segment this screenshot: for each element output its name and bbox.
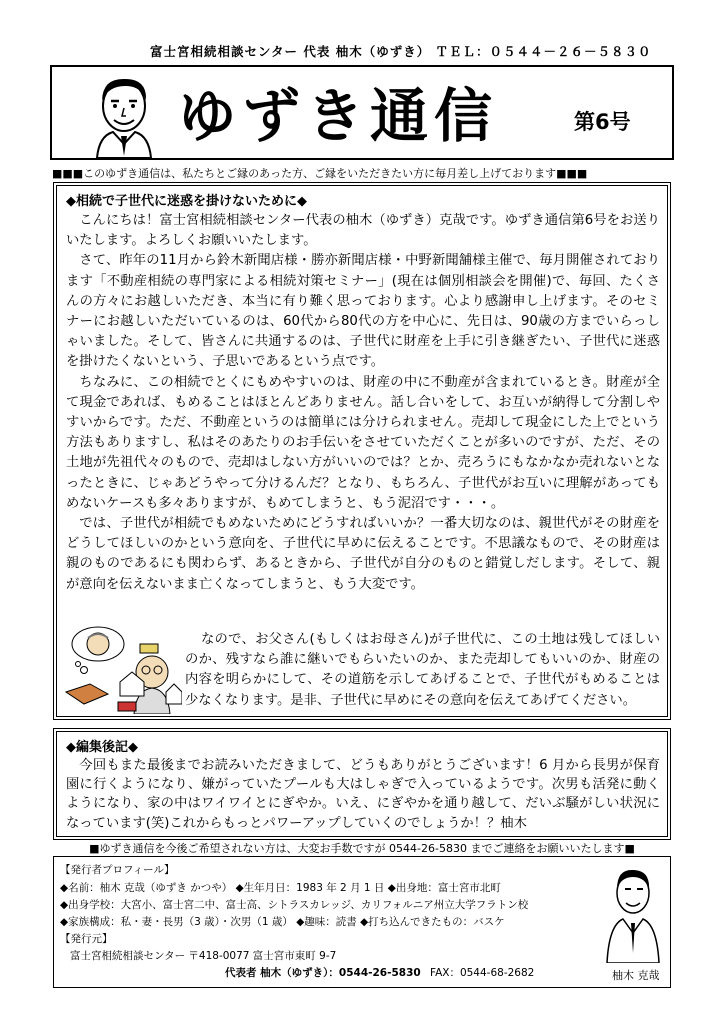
article-closing-paragraph — [185, 630, 660, 711]
postscript-text: 今回もまた最後までお読みいただきまして、どうもありがとうございます！6 月から長男が保育園に行くようになり、嫌がっていたプールも大はしゃぎで入っているようです。次男も活発に動くようになり、家の中はワイワイとにぎやか。いえ、にぎやかを通り越して、だいぶ騒がしい状況になっています(笑)これからもっとパワーアップしていくのでしょうか！？柚木 — [66, 758, 660, 831]
article-heading: ◆相続で子世代に迷惑を掛けないために◆ — [66, 194, 307, 209]
postscript-body — [66, 756, 660, 833]
article-paragraph: では、子世代が相続でもめないためにどうすればいいか？一番大切なのは、親世代がその財産をどうしてほしいのかという意向を、子世代に早めに伝えることです。不思議なもので、その財産は親のものであるにも関わらず、あるときから、子世代が自分のものと錯覚しだします。そして、親が意向を伝えないまま亡くなってしまうと、もう大変です。 — [66, 516, 660, 592]
unsubscribe-note: ■ゆずき通信を今後ご希望されない方は、大変お手数ですが 0544-26-5830 までご連絡をお願いいたします■ — [89, 842, 635, 855]
article-body — [66, 211, 660, 595]
postscript-heading: ◆編集後記◆ — [66, 740, 138, 755]
publisher-address: 富士宮相続相談センター 〒418-0077 富士宮市東町 9-7 — [70, 950, 337, 962]
profile-title: 【発行者プロフィール】 — [60, 864, 175, 876]
portrait-illustration — [85, 70, 163, 158]
profile-line: ◆名前：柚木 克哉（ゆずき かつや） ◆生年月日：1983 年 2 月 1 日 ◆出身地：富士宮市北町 — [60, 882, 501, 894]
profile-line: ◆出身学校：大宮小、富士宮二中、富士高、シトラスカレッジ、カリフォルニア州立大学フラトン校 — [60, 899, 529, 911]
article-paragraph: さて、昨年の11月から鈴木新聞店様・勝亦新聞店様・中野新聞舗様主催で、毎月開催されております「不動産相続の専門家による相続対策セミナー」(現在は個別相談会を開催)で、毎回、たくさんの方々にお越しいただき、本当に有り難く思っております。心より感謝申し上げます。そのセミナーにお越しいただいているのは、60代から80代の方を中心に、先日は、90歳の方までいらっしゃいました。そして、皆さんに共通するのは、子世代に財産を上手に引き継ぎたい、子世代に迷惑を掛けたくないという、子思いであるという点です。 — [66, 253, 660, 370]
publisher-title: 【発行元】 — [60, 933, 113, 945]
article-paragraph: ちなみに、この相続でとくにもめやすいのは、財産の中に不動産が含まれているとき。財産が全て現金であれば、もめることはほとんどありません。話し合いをして、お互いが納得して分割しやすいからです。ただ、不動産というのは簡単には分けられません。売却して現金にした上でという方法もありますし、私はそのあたりのお手伝いをさせていただくことが多いのですが、ただ、その土地が先祖代々のもので、売却はしない方がいいのでは？とか、売ろうにもなかなか売れないとなったときに、じゃあどうやって分けるんだ？となり、もちろん、子世代がお互いに理解があってもめないケースも多々ありますが、もめてしまうと、もう泥沼です・・・。 — [66, 374, 660, 511]
fax-number: FAX：0544-68-2682 — [430, 967, 535, 979]
article-paragraph: なので、お父さん(もしくはお母さん)が子世代に、この土地は残してほしいのか、残すなら誰に継いでもらいたいのか、また売却してもいいのか、財産の内容を明らかにして、その道筋を示してあげることで、子世代がもめることは少なくなります。是非、子世代に早めにその意向を伝えてあげてください。 — [185, 632, 660, 708]
issue-number: 第6号 — [574, 110, 631, 134]
profile-portrait-illustration — [603, 863, 663, 963]
profile-photo-caption: 柚木 克哉 — [612, 969, 660, 982]
newsletter-title: ゆずき通信 — [178, 82, 499, 150]
intro-strip: ■■■このゆずき通信は、私たちとご縁のあった方、ご縁をいただきたい方に毎月差し上げております■■■ — [52, 167, 588, 180]
article-paragraph: こんにちは！富士宮相続相談センター代表の柚木（ゆずき）克哉です。ゆずき通信第6号をお送りいたします。よろしくお願いいたします。 — [66, 213, 660, 249]
family-property-illustration — [62, 622, 182, 714]
representative-phone: 代表者 柚木（ゆずき）：0544-26-5830 — [225, 967, 421, 979]
header-contact-line: 富士宮相続相談センター 代表 柚木（ゆずき） ＴＥＬ：０５４４－２６－５８３０ — [150, 44, 652, 59]
profile-line: ◆家族構成：私・妻・長男（3 歳）・次男（1 歳） ◆趣味：読書 ◆打ち込んできたもの：バスケ — [60, 916, 505, 928]
